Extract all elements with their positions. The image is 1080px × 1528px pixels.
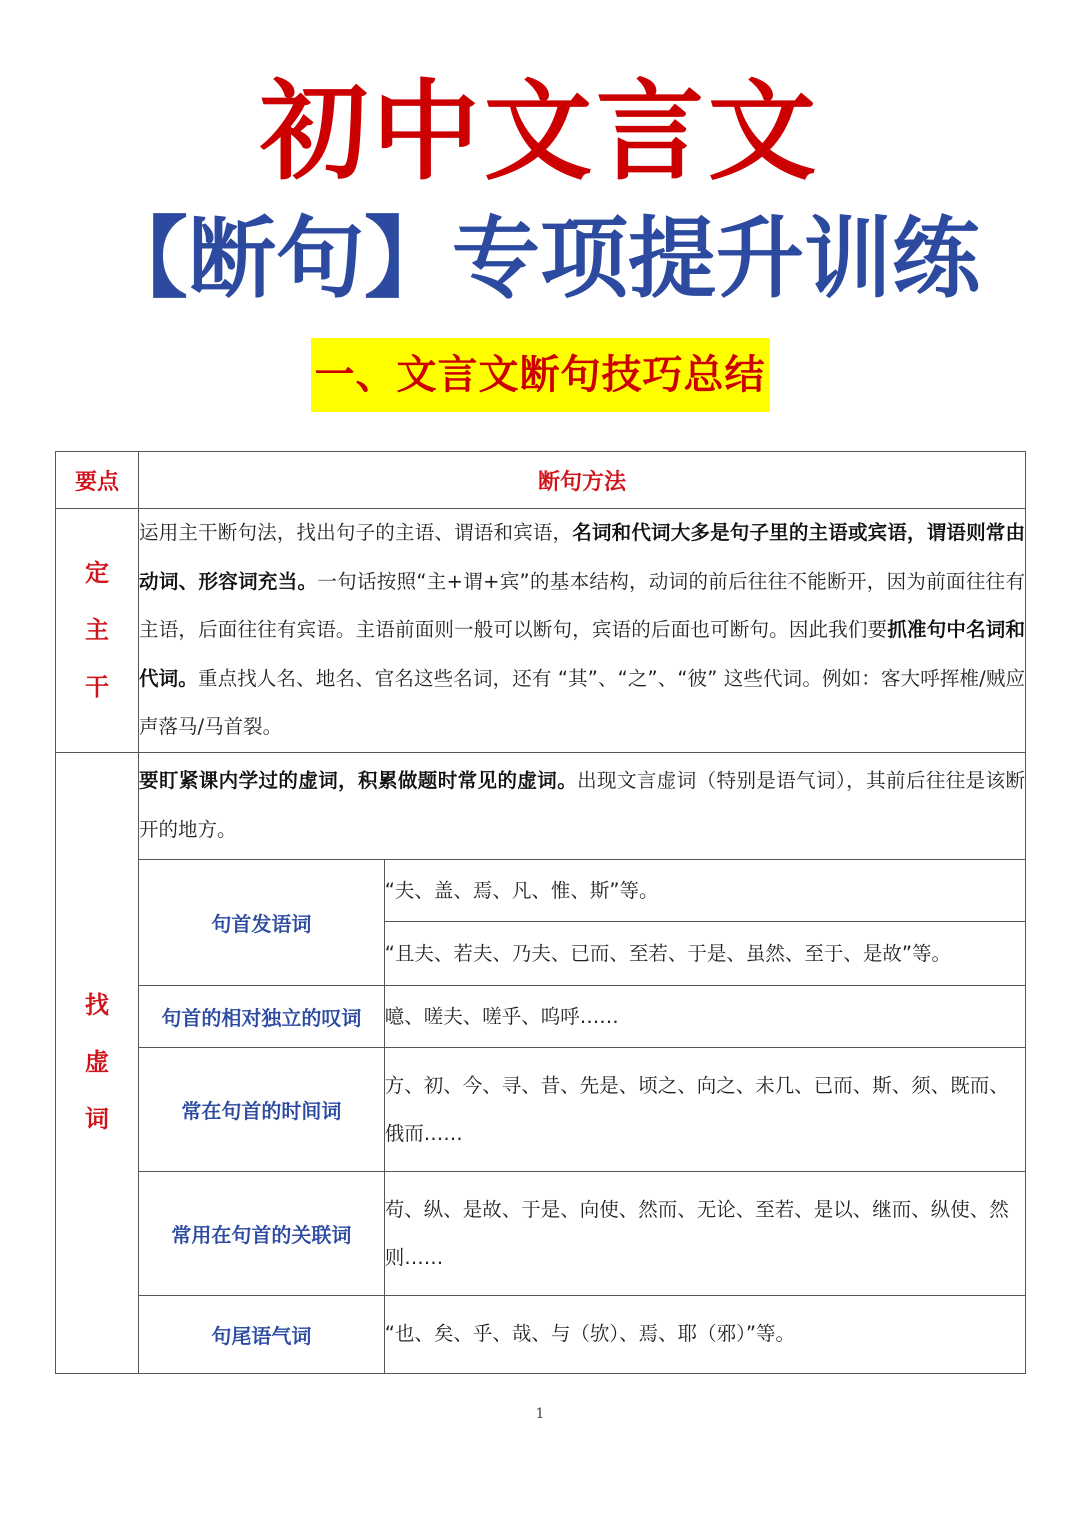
category-interjections: 句首的相对独立的叹词 [139,986,384,1048]
row-label-char: 虚 [85,1048,109,1076]
row-label-char: 干 [85,672,109,701]
page-number: 1 [535,1406,545,1422]
category-final-particles: 句尾语气词 [139,1296,384,1373]
examples-interjections: 噫、嗟夫、嗟乎、呜呼…… [384,986,1025,1048]
techniques-table [55,451,1026,1374]
examples-opening-particles-2: “且夫、若夫、乃夫、已而、至若、于是、虽然、至于、是故”等。 [384,922,1025,986]
row-label-char: 词 [85,1105,109,1133]
document-title: 初中文言文 [259,70,820,195]
row-label-char: 定 [85,558,109,587]
category-conjunctions: 常用在句首的关联词 [139,1172,384,1296]
document-subtitle: 【断句】专项提升训练 [99,207,980,310]
intro-text: 出现文言虚词（特别是语气词），其前后往往是该断开的地方。 [139,769,1025,841]
examples-opening-particles-1: “夫、盖、焉、凡、惟、斯”等。 [384,860,1025,922]
description-text: 一句话按照“主+谓+宾”的基本结构，动词的前后往往不能断开，因为前面往往有主语，后面往往有宾语。主语前面则一般可以断句，宾语的后面也可断句。因此我们要 [139,569,1025,641]
section-heading: 一、文言文断句技巧总结 [311,338,770,412]
description-text: 运用主干断句法，找出句子的主语、谓语和宾语， [139,521,573,544]
description-text: 重点找人名、地名、官名这些名词，还有 “其”、“之”、“彼” 这些代词。例如：客大呼挥椎/贼应声落马/马首裂。 [139,666,1025,738]
examples-final-particles: “也、矣、乎、哉、与（欤）、焉、耶（邪）”等。 [384,1296,1025,1373]
category-opening-particles: 句首发语词 [139,860,384,986]
header-method: 断句方法 [139,452,1026,509]
function-words-cell [139,752,1026,1373]
function-words-intro [139,753,1025,860]
description-emphasis: 名词和代词大多是句子里的主语或宾语，谓语则常由动词、形容词充当。 [139,521,1025,593]
description-emphasis: 抓准句中名词和代词。 [139,618,1025,690]
row-label-function-words [56,752,139,1373]
examples-conjunctions: 苟、纵、是故、于是、向使、然而、无论、至若、是以、继而、纵使、然则…… [384,1172,1025,1296]
category-time-words: 常在句首的时间词 [139,1048,384,1172]
main-structure-description [139,509,1026,753]
examples-time-words: 方、初、今、寻、昔、先是、顷之、向之、未几、已而、斯、须、既而、俄而…… [384,1048,1025,1172]
intro-emphasis: 要盯紧课内学过的虚词，积累做题时常见的虚词。 [139,769,578,793]
function-words-table [139,753,1025,1373]
header-key-points: 要点 [56,452,139,509]
row-label-main-structure [56,509,139,753]
row-label-char: 找 [85,991,109,1019]
row-label-char: 主 [85,615,109,644]
